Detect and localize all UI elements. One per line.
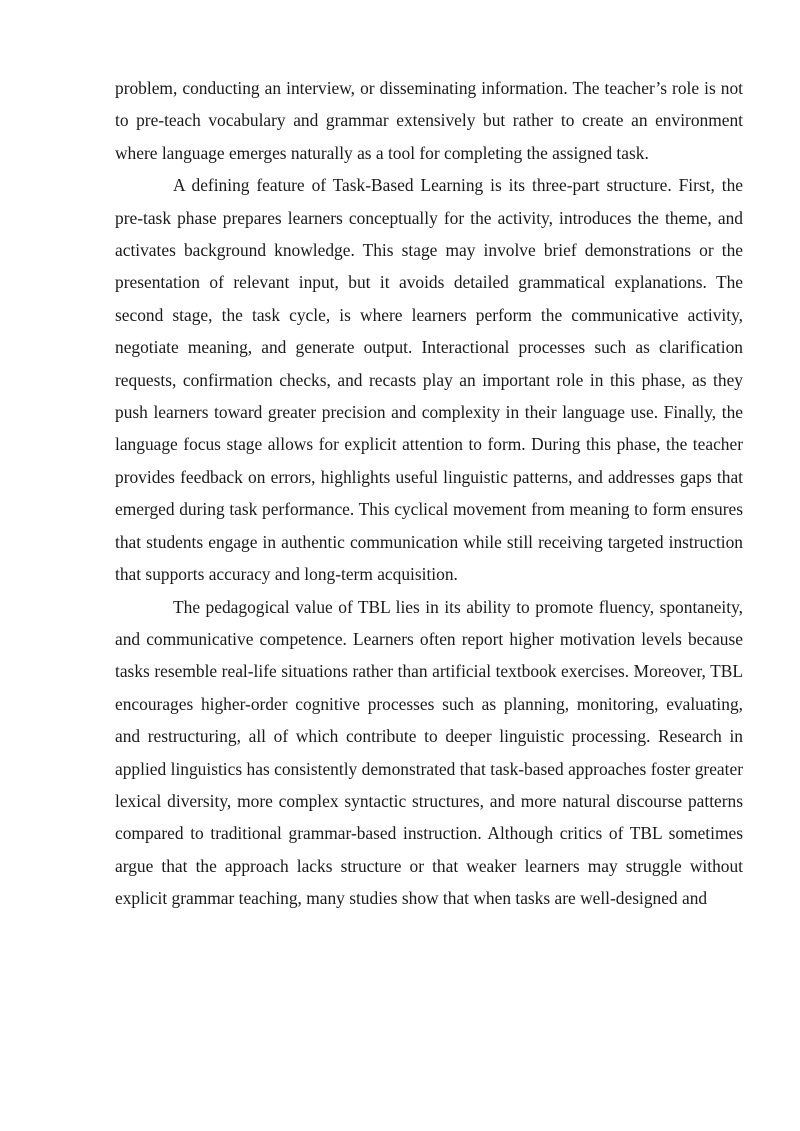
body-text — [115, 72, 743, 915]
paragraph-2: A defining feature of Task-Based Learning is its three-part structure. First, the pre-task phase prepares learners conceptually for the activity, introduces the theme, and activates background knowledge. This stage may involve brief demonstrations or the presentation of relevant input, but it avoids detailed grammatical explanations. The second stage, the task cycle, is where learners perform the communicative activity, negotiate meaning, and generate output. Interactional processes such as clarification requests, confirmation checks, and recasts play an important role in this phase, as they push learners toward greater precision and complexity in their language use. Finally, the language focus stage allows for explicit attention to form. During this phase, the teacher provides feedback on errors, highlights useful linguistic patterns, and addresses gaps that emerged during task performance. This cyclical movement from meaning to form ensures that students engage in authentic communication while still receiving targeted instruction that supports accuracy and long-term acquisition. — [115, 175, 743, 585]
paragraph-1: problem, conducting an interview, or disseminating information. The teacher’s role is not to pre-teach vocabulary and grammar extensively but rather to create an environment where language emerges naturally as a tool for completing the assigned task. — [115, 78, 743, 163]
paragraph-3: The pedagogical value of TBL lies in its ability to promote fluency, spontaneity, and communicative competence. Learners often report higher motivation levels because tasks resemble real-life situations rather than artificial textbook exercises. Moreover, TBL encourages higher-order cognitive processes such as planning, monitoring, evaluating, and restructuring, all of which contribute to deeper linguistic processing. Research in applied linguistics has consistently demonstrated that task-based approaches foster greater lexical diversity, more complex syntactic structures, and more natural discourse patterns compared to traditional grammar-based instruction. Although critics of TBL sometimes argue that the approach lacks structure or that weaker learners may struggle without explicit grammar teaching, many studies show that when tasks are well-designed and — [115, 596, 743, 909]
